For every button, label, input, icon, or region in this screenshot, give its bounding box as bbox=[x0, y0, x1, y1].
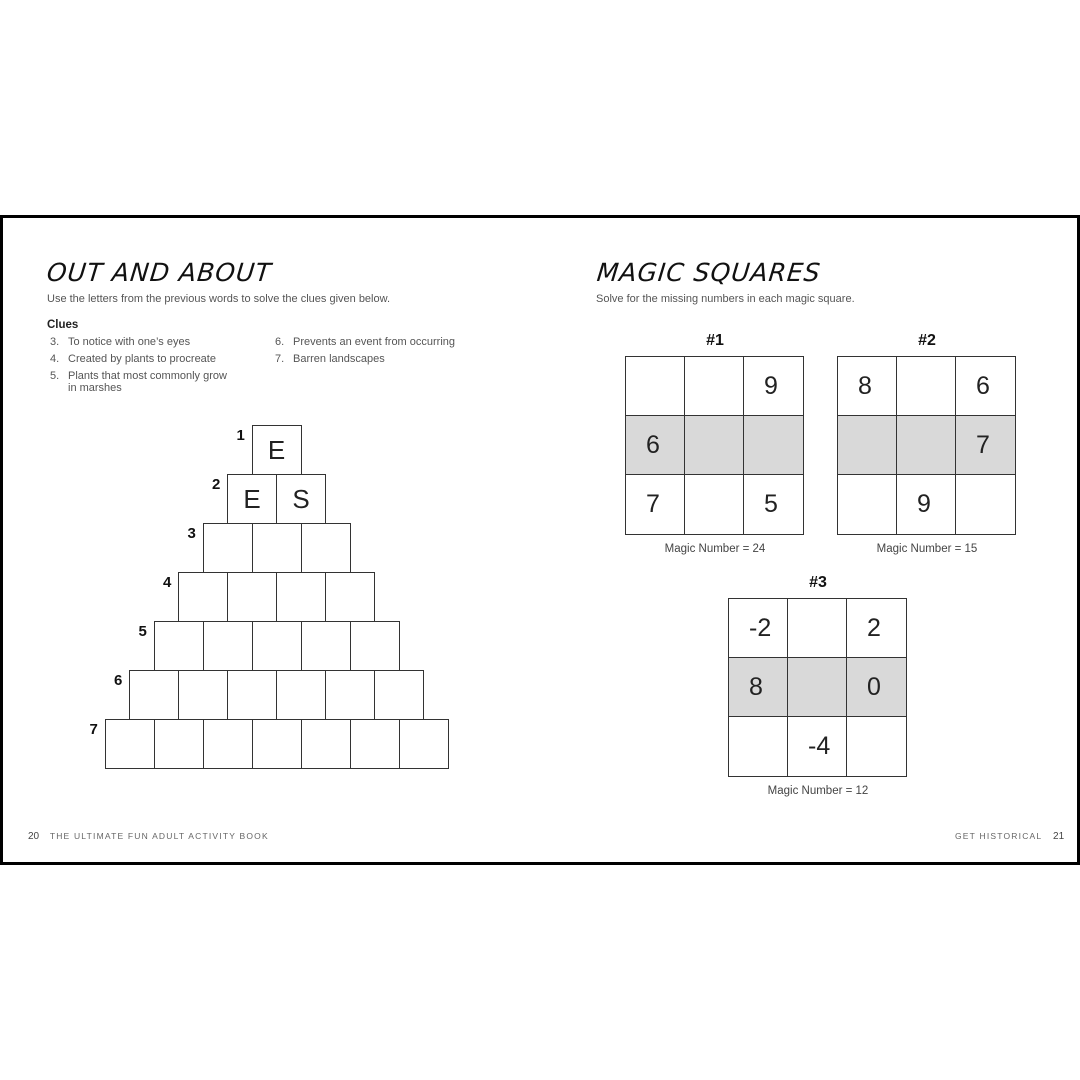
pyramid-cell[interactable] bbox=[252, 523, 302, 573]
magic-square-cell[interactable] bbox=[837, 474, 898, 535]
magic-square-cell[interactable]: -4 bbox=[787, 716, 848, 777]
pyramid-cell[interactable] bbox=[154, 719, 204, 769]
magic-square-label: #2 bbox=[918, 332, 936, 349]
magic-number-caption: Magic Number = 12 bbox=[767, 785, 869, 797]
magic-square-cell[interactable]: 2 bbox=[846, 598, 907, 659]
magic-square-cell[interactable]: 6 bbox=[625, 415, 686, 476]
pyramid-cell[interactable] bbox=[350, 621, 400, 671]
pyramid-cell[interactable] bbox=[350, 719, 400, 769]
magic-square-cell[interactable]: 7 bbox=[955, 415, 1016, 476]
magic-square-cell[interactable]: 7 bbox=[625, 474, 686, 535]
pyramid-cell[interactable] bbox=[227, 572, 277, 622]
pyramid-cell[interactable] bbox=[105, 719, 155, 769]
clue-5: 5. Plants that most commonly grow in marshes bbox=[50, 370, 227, 394]
magic-square-cell[interactable]: 9 bbox=[743, 356, 804, 417]
magic-square-cell[interactable]: 6 bbox=[955, 356, 1016, 417]
clue-3: 3. To notice with one’s eyes bbox=[50, 336, 191, 348]
magic-number-caption: Magic Number = 15 bbox=[876, 543, 978, 555]
magic-square-cell[interactable] bbox=[684, 474, 745, 535]
magic-square-cell[interactable] bbox=[896, 415, 957, 476]
clue-4: 4. Created by plants to procreate bbox=[50, 353, 216, 365]
pyramid-row-number: 2 bbox=[212, 476, 221, 493]
magic-square-cell[interactable]: 5 bbox=[743, 474, 804, 535]
clue-7: 7. Barren landscapes bbox=[275, 353, 385, 365]
magic-square-cell[interactable] bbox=[787, 598, 848, 659]
magic-square-cell[interactable] bbox=[955, 474, 1016, 535]
pyramid-cell[interactable]: S bbox=[276, 474, 326, 524]
left-page-title: OUT AND ABOUT bbox=[45, 258, 274, 287]
pyramid-cell[interactable] bbox=[301, 621, 351, 671]
pyramid-cell[interactable] bbox=[301, 719, 351, 769]
magic-square-cell[interactable]: 9 bbox=[896, 474, 957, 535]
book-spread bbox=[0, 215, 1080, 865]
magic-square-cell[interactable] bbox=[684, 415, 745, 476]
pyramid-row-number: 6 bbox=[114, 672, 123, 689]
pyramid-cell[interactable] bbox=[301, 523, 351, 573]
pyramid-cell[interactable] bbox=[203, 523, 253, 573]
magic-square-cell[interactable] bbox=[743, 415, 804, 476]
pyramid-cell[interactable] bbox=[252, 719, 302, 769]
magic-number-caption: Magic Number = 24 bbox=[664, 543, 766, 555]
pyramid-cell[interactable]: E bbox=[227, 474, 277, 524]
magic-square-cell[interactable] bbox=[684, 356, 745, 417]
pyramid-cell[interactable] bbox=[129, 670, 179, 720]
pyramid-cell[interactable] bbox=[374, 670, 424, 720]
pyramid-row-number: 1 bbox=[236, 427, 245, 444]
pyramid-cell[interactable] bbox=[227, 670, 277, 720]
magic-square-label: #3 bbox=[809, 574, 827, 591]
left-footer: 20 THE ULTIMATE FUN ADULT ACTIVITY BOOK bbox=[28, 831, 269, 842]
magic-square-cell[interactable] bbox=[846, 716, 907, 777]
magic-square-cell[interactable]: 8 bbox=[728, 657, 789, 718]
right-page-title: MAGIC SQUARES bbox=[595, 258, 823, 287]
pyramid-cell[interactable]: E bbox=[252, 425, 302, 475]
pyramid-cell[interactable] bbox=[252, 621, 302, 671]
pyramid-cell[interactable] bbox=[154, 621, 204, 671]
magic-square-cell[interactable]: -2 bbox=[728, 598, 789, 659]
magic-square-cell[interactable] bbox=[787, 657, 848, 718]
pyramid-cell[interactable] bbox=[325, 670, 375, 720]
pyramid-cell[interactable] bbox=[276, 572, 326, 622]
pyramid-cell[interactable] bbox=[276, 670, 326, 720]
pyramid-cell[interactable] bbox=[178, 670, 228, 720]
right-footer: GET HISTORICAL 21 bbox=[955, 831, 1065, 842]
magic-square-label: #1 bbox=[706, 332, 724, 349]
pyramid-cell[interactable] bbox=[203, 719, 253, 769]
pyramid-cell[interactable] bbox=[325, 572, 375, 622]
pyramid-cell[interactable] bbox=[399, 719, 449, 769]
clue-6: 6. Prevents an event from occurring bbox=[275, 336, 456, 348]
pyramid-row-number: 4 bbox=[163, 574, 172, 591]
clues-heading: Clues bbox=[47, 319, 79, 331]
right-page-subtitle: Solve for the missing numbers in each magic square. bbox=[596, 293, 855, 305]
pyramid-row-number: 5 bbox=[138, 623, 147, 640]
magic-square-cell[interactable] bbox=[896, 356, 957, 417]
left-page-subtitle: Use the letters from the previous words to solve the clues given below. bbox=[47, 293, 391, 305]
pyramid-row-number: 3 bbox=[187, 525, 196, 542]
magic-square-cell[interactable] bbox=[625, 356, 686, 417]
pyramid-row-number: 7 bbox=[89, 721, 98, 738]
magic-square-cell[interactable]: 8 bbox=[837, 356, 898, 417]
pyramid-cell[interactable] bbox=[178, 572, 228, 622]
magic-square-cell[interactable] bbox=[728, 716, 789, 777]
magic-square-cell[interactable]: 0 bbox=[846, 657, 907, 718]
magic-square-cell[interactable] bbox=[837, 415, 898, 476]
pyramid-cell[interactable] bbox=[203, 621, 253, 671]
